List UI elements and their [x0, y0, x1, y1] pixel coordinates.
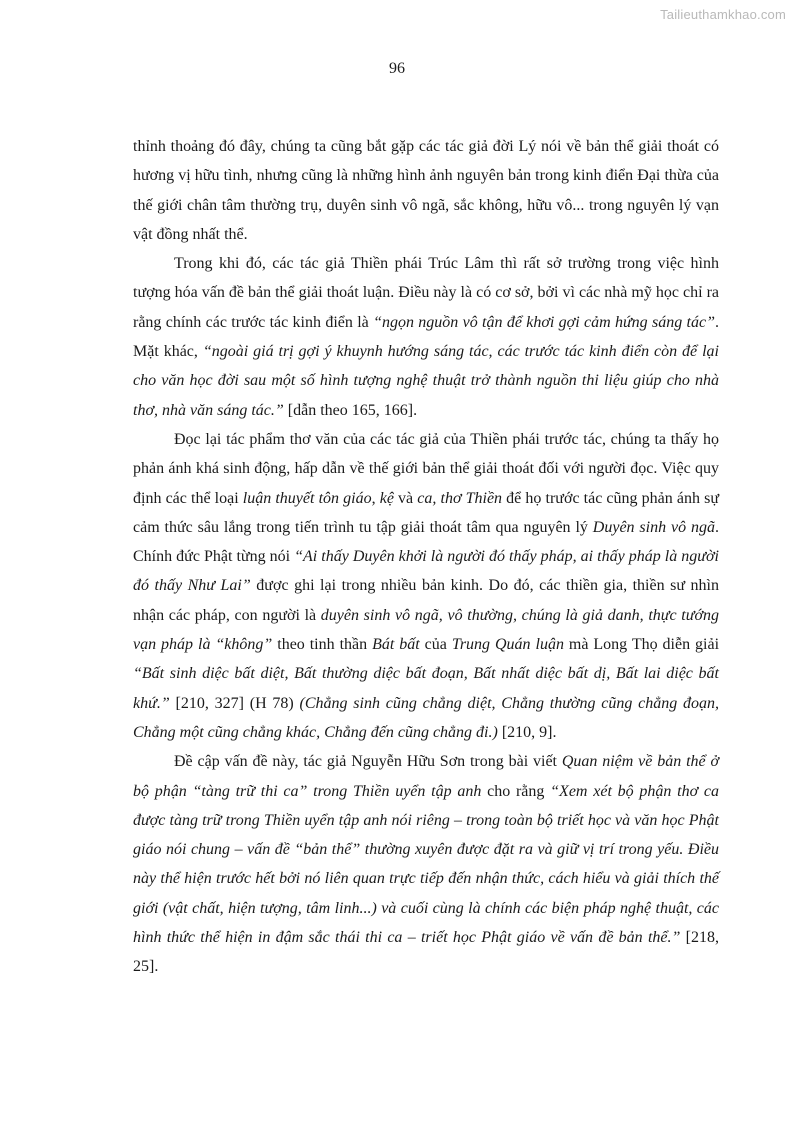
text-segment: [210, 9]. — [497, 723, 557, 741]
text-segment: của — [419, 636, 452, 654]
text-segment: Đọc lại tác phẩm thơ văn của các tác giả của Thiền phái trước tác, chúng ta thấy họ phản ánh khá sinh động, hấp dẫn về thế giới bản thể giải thoát đối với người đọc. Việc quy định các thể loại — [133, 430, 719, 507]
italic-text: Duyên sinh vô ngã — [592, 518, 716, 536]
paragraph — [133, 425, 719, 747]
text-segment: [218, 25]. — [133, 929, 720, 976]
italic-text: “Bất sinh diệc bất diệt, Bất thường diệc bất đoạn, Bất nhất diệc bất dị, Bất lai diệc bất khứ.” — [133, 665, 719, 712]
italic-text: “ngọn nguồn vô tận để khơi gợi cảm hứng sáng tác” — [373, 313, 715, 331]
italic-text: duyên sinh vô ngã, vô thường, chúng là giả danh, thực tướng vạn pháp là “không” — [133, 606, 720, 654]
italic-text: (Chẳng sinh cũng chẳng diệt, Chẳng thường cũng chẳng đoạn, Chẳng một cũng chẳng khác, Chẳng đến cũng chẳng đi.) — [133, 694, 719, 741]
italic-text: “ngoài giá trị gợi ý khuynh hướng sáng tác, các trước tác kinh điển còn để lại cho văn học đời sau một số hình tượng nghệ thuật trở thành nguồn thi liệu giúp cho nhà thơ, nhà văn sáng tác.” — [133, 343, 719, 419]
paragraph — [133, 747, 719, 981]
body-text — [133, 132, 719, 982]
text-segment: mà Long Thọ diễn giải — [563, 636, 720, 654]
text-segment: và — [393, 489, 418, 507]
text-segment: . Mặt khác, — [133, 313, 719, 361]
italic-text: luận thuyết tôn giáo — [242, 489, 372, 507]
italic-text: Trung Quán luận — [451, 636, 564, 654]
text-segment: Đề cập vấn đề này, tác giả Nguyễn Hữu Sơn trong bài viết — [174, 753, 562, 771]
page-number: 96 — [389, 60, 405, 77]
italic-text: kệ — [379, 489, 394, 507]
text-segment: để họ trước tác cũng phản ánh sự cảm thức sâu lắng trong tiến trình tu tập giải thoát tâm qua nguyên lý — [133, 489, 720, 536]
text-segment: cho rằng — [481, 782, 551, 800]
italic-text: ca, thơ Thiền — [417, 489, 503, 507]
watermark: Tailieuthamkhao.com — [660, 7, 786, 22]
text-segment: thỉnh thoảng đó đây, chúng ta cũng bắt gặp các tác giả đời Lý nói về bản thể giải thoát có hương vị hữu tình, nhưng cũng là những hình ảnh nguyên bản trong kinh điển Đại thừa của thế giới chân tâm thường trụ, duyên sinh vô ngã, sắc không, hữu vô... trong nguyên lý vạn vật đồng nhất thể. — [133, 138, 719, 243]
italic-text: Bát bất — [372, 636, 420, 654]
italic-text: Quan niệm về bản thể ở bộ phận “tàng trữ thi ca” trong Thiền uyển tập anh — [133, 753, 720, 800]
text-segment: được ghi lại trong nhiều bản kinh. Do đó, các thiền gia, thiền sư nhìn nhận các pháp, con người là — [133, 577, 719, 624]
paragraph — [133, 132, 719, 249]
italic-text: “Xem xét bộ phận thơ ca được tàng trữ trong Thiền uyển tập anh nói riêng – trong toàn bộ triết học và văn học Phật giáo nói chung – vấn đề “bản thể” thường xuyên được đặt ra và giữ vị trí trong yếu. Điều này thể hiện trước hết bởi nó liên quan trực tiếp đến nhận thức, cách hiểu và giải thích thế giới (vật chất, hiện tượng, tâm linh...) và cuối cùng là chính các biện pháp nghệ thuật, các hình thức thể hiện in đậm sắc thái thi ca – triết học Phật giáo về vấn đề bản thể.” — [133, 782, 719, 947]
text-segment: , — [371, 489, 380, 507]
text-segment: Trong khi đó, các tác giả Thiền phái Trúc Lâm thì rất sở trường trong việc hình tượng hóa vấn đề bản thể giải thoát luận. Điều này là có cơ sở, bởi vì các nhà mỹ học chỉ ra rằng chính các trước tác kinh điển là — [133, 255, 719, 331]
text-segment: theo tinh thần — [272, 636, 373, 654]
italic-text: “Ai thấy Duyên khởi là người đó thấy pháp, ai thấy pháp là người đó thấy Như Lai” — [133, 548, 719, 595]
text-segment: . Chính đức Phật từng nói — [133, 518, 720, 566]
text-segment: [210, 327] (H 78) — [169, 694, 300, 712]
paragraph — [133, 249, 719, 425]
text-segment: [dẫn theo 165, 166]. — [283, 401, 418, 419]
